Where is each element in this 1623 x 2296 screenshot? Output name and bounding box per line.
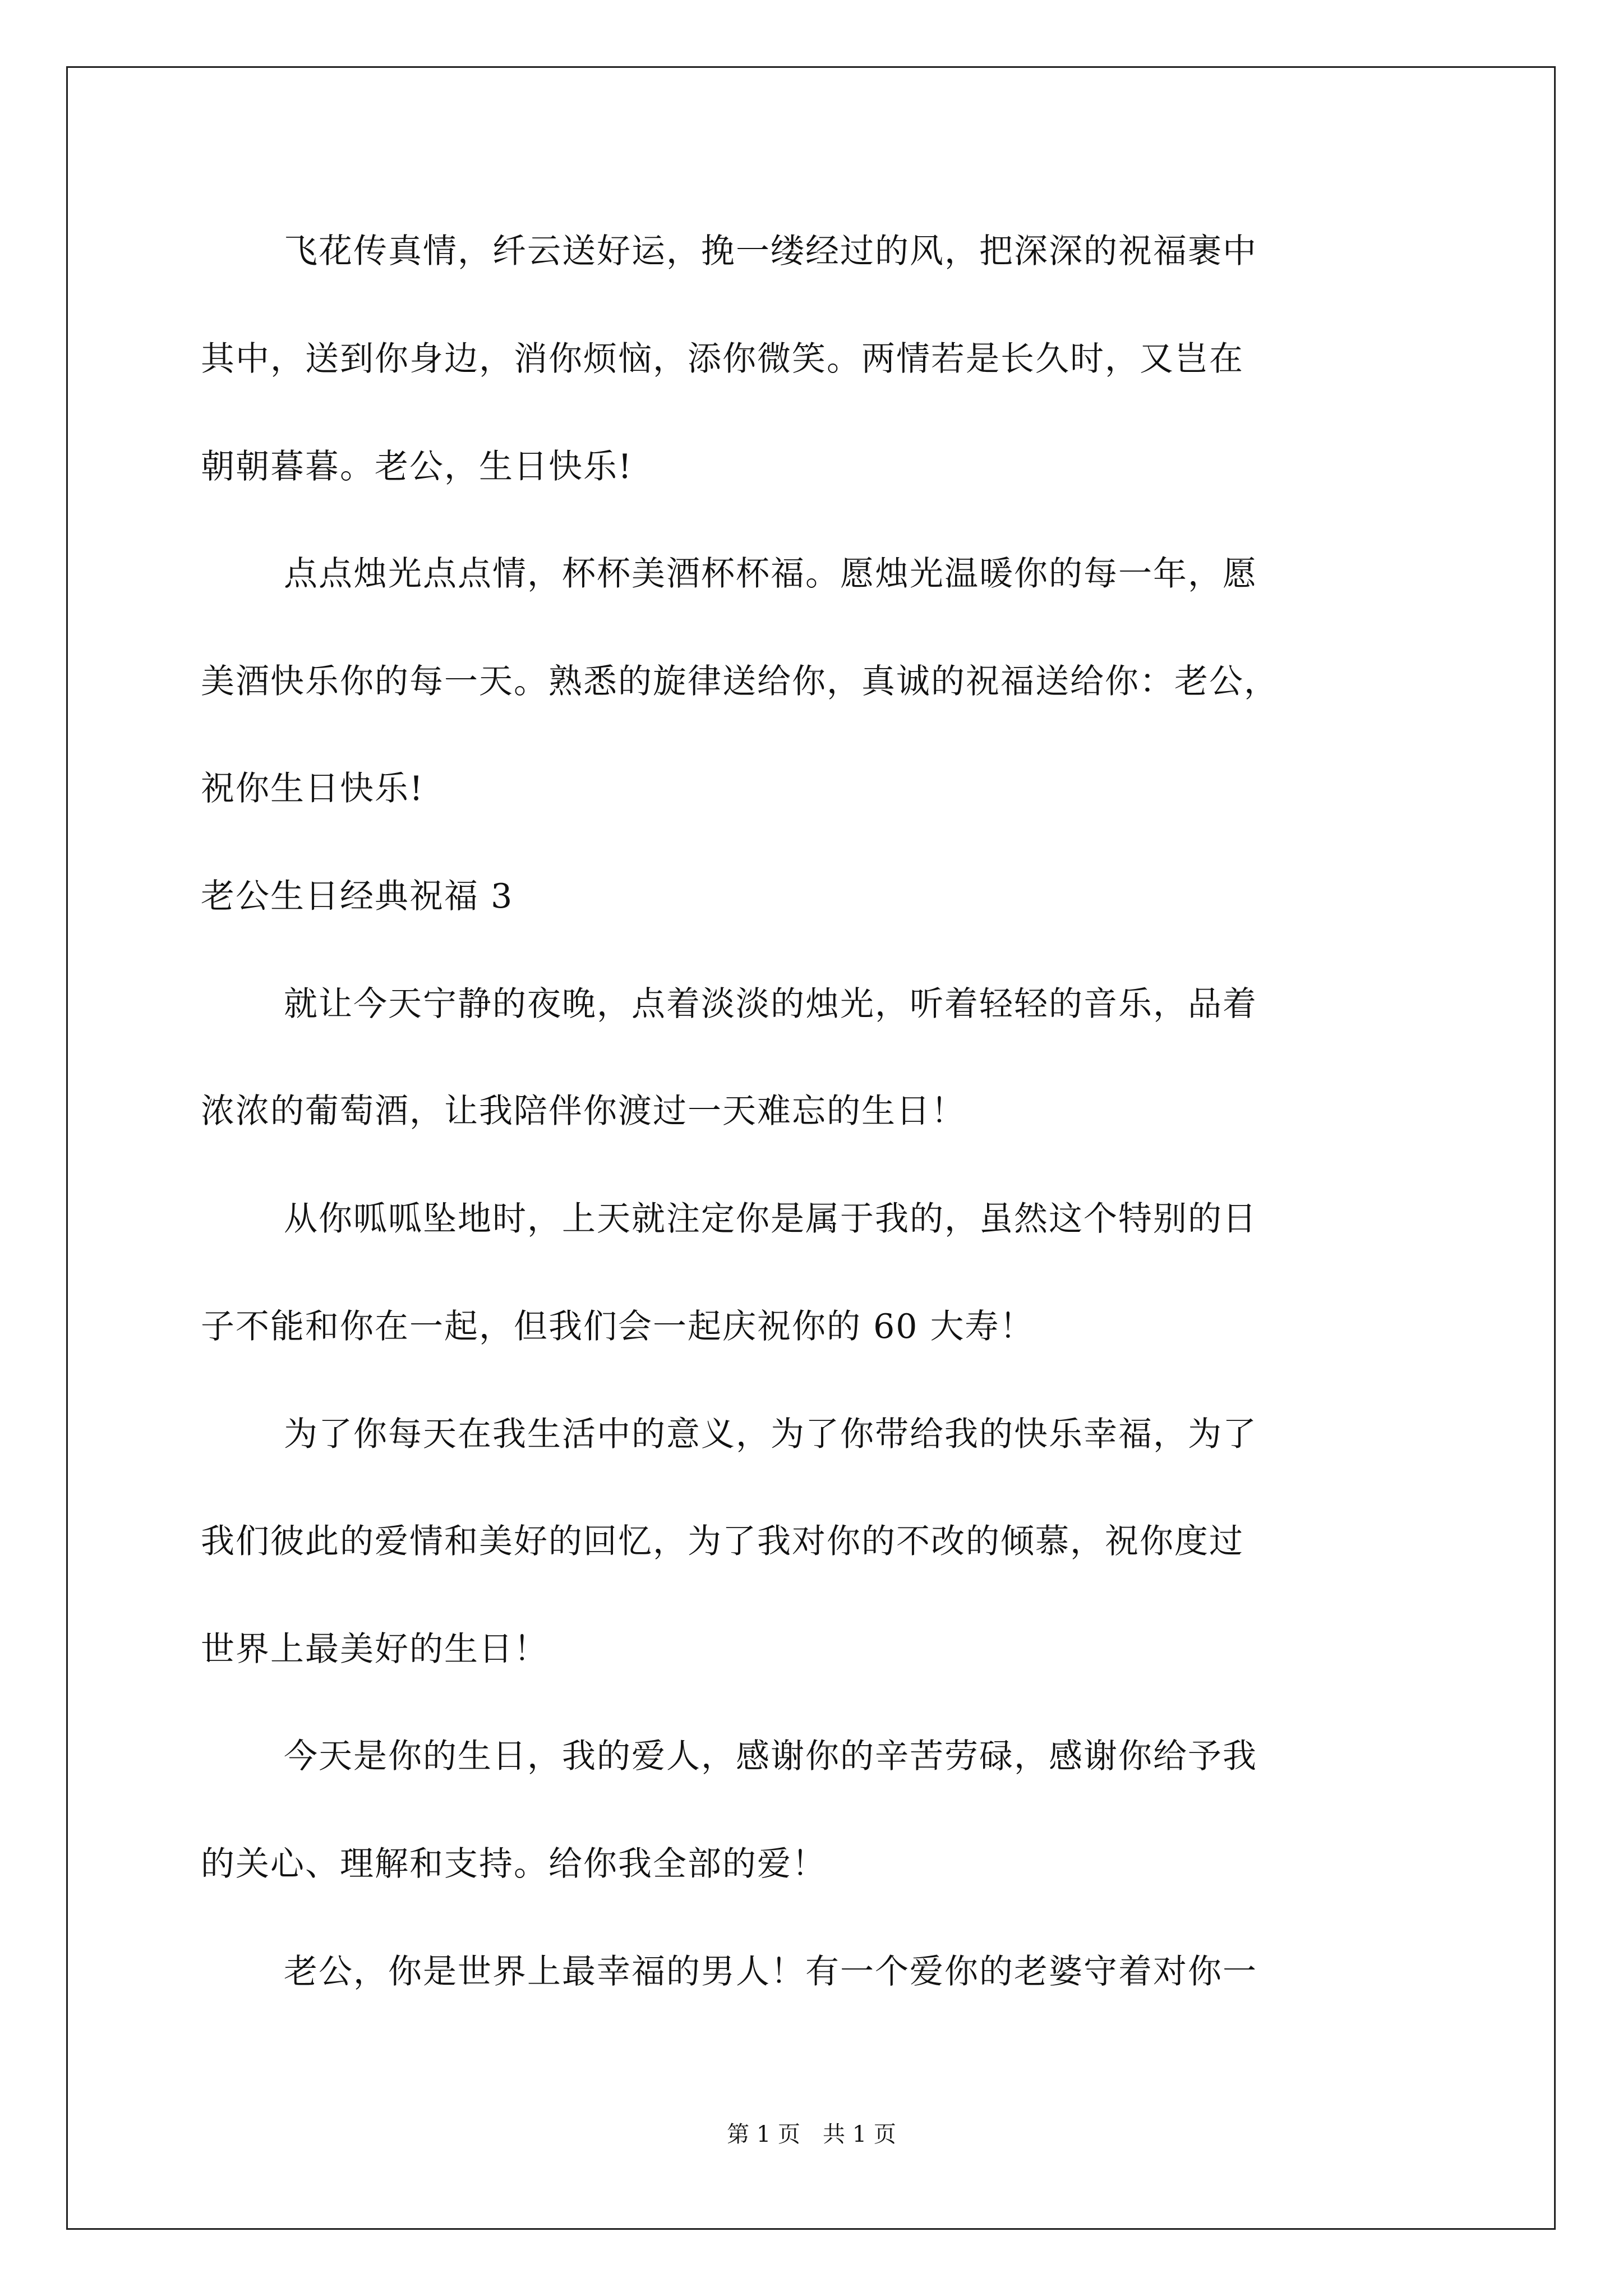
paragraph-line: 老公，你是世界上最幸福的男人！有一个爱你的老婆守着对你一 — [284, 1952, 1257, 1991]
paragraph-line: 点点烛光点点情，杯杯美酒杯杯福。愿烛光温暖你的每一年，愿 — [284, 554, 1257, 593]
paragraph-line: 今天是你的生日，我的爱人，感谢你的辛苦劳碌，感谢你给予我 — [284, 1737, 1257, 1776]
paragraph-line: 朝朝暮暮。老公，生日快乐! — [201, 447, 633, 486]
paragraph-line: 美酒快乐你的每一天。熟悉的旋律送给你，真诚的祝福送给你：老公， — [201, 662, 1279, 701]
paragraph-line: 为了你每天在我生活中的意义，为了你带给我的快乐幸福，为了 — [284, 1415, 1257, 1454]
paragraph-line: 飞花传真情，纤云送好运，挽一缕经过的风，把深深的祝福裹中 — [284, 232, 1257, 271]
paragraph-line: 的关心、理解和支持。给你我全部的爱！ — [201, 1844, 827, 1884]
page-footer: 第 1 页 共 1 页 — [727, 2122, 896, 2147]
page-border — [66, 66, 1556, 2230]
paragraph-line: 我们彼此的爱情和美好的回忆，为了我对你的不改的倾慕，祝你度过 — [201, 1522, 1244, 1561]
paragraph-line: 世界上最美好的生日！ — [201, 1630, 548, 1669]
section-heading: 老公生日经典祝福 3 — [201, 877, 514, 916]
paragraph-line: 祝你生日快乐! — [201, 769, 425, 808]
paragraph-line: 从你呱呱坠地时，上天就注定你是属于我的，虽然这个特别的日 — [284, 1199, 1257, 1239]
paragraph-line: 就让今天宁静的夜晚，点着淡淡的烛光，听着轻轻的音乐，品着 — [284, 984, 1257, 1024]
paragraph-line: 浓浓的葡萄酒，让我陪伴你渡过一天难忘的生日！ — [201, 1092, 966, 1131]
paragraph-line: 子不能和你在一起，但我们会一起庆祝你的 60 大寿！ — [201, 1307, 1035, 1346]
paragraph-line: 其中，送到你身边，消你烦恼，添你微笑。两情若是长久时，又岂在 — [201, 339, 1244, 379]
